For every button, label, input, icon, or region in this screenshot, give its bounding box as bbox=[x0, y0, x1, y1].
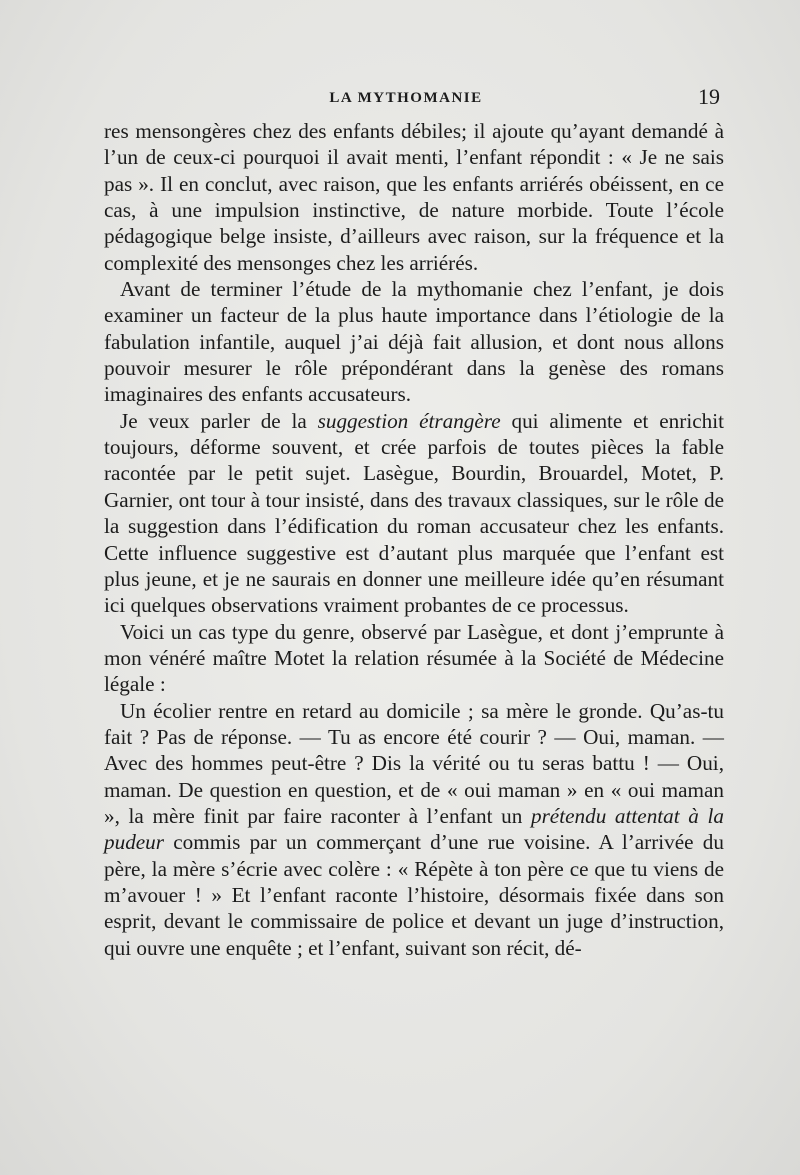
page-header bbox=[92, 84, 720, 114]
text-run: Avant de terminer l’étude de la mythomanie chez l’enfant, je dois examiner un facteur de la plus haute importance dans l’étiologie de la fabulation infantile, auquel j’ai déjà fait allusion, et dont nous allons pouvoir mesurer le rôle prépondérant dans la genèse des romans imaginaires des enfants accusateurs. bbox=[104, 277, 724, 407]
italic-run: suggestion étrangère bbox=[317, 408, 501, 433]
text-run: commis par un commerçant d’une rue voisine. A l’arrivée du père, la mère s’écrie avec colère : « Répète à ton père ce que tu viens de m’avouer ! » Et l’enfant raconte l’histoire, désormais fixée dans son esprit, devant le commissaire de police et devant un juge d’instruction, qui ouvre une enquête ; et l’enfant, suivant son récit, dé- bbox=[104, 830, 724, 960]
running-title: LA MYTHOMANIE bbox=[329, 90, 483, 106]
text-run: Je veux parler de la bbox=[120, 408, 318, 433]
page-number: 19 bbox=[698, 84, 720, 109]
paragraph-1 bbox=[104, 118, 724, 276]
text-run: qui alimente et enrichit toujours, déforme souvent, et crée parfois de toutes pièces la fable racontée par le petit sujet. Lasègue, Bourdin, Brouardel, Motet, P. Garnier, ont tour à tour insisté, dans des travaux classiques, sur le rôle de la suggestion dans l’édification du roman accusateur chez les enfants. Cette influence suggestive est d’autant plus marquée que l’enfant est plus jeune, et je ne saurais en donner une meilleure idée qu’en résumant ici quelques observations vraiment probantes de ce processus. bbox=[104, 408, 724, 618]
text-run: Voici un cas type du genre, observé par Lasègue, et dont j’emprunte à mon vénéré maître Motet la relation résumée à la Société de Médecine légale : bbox=[104, 619, 724, 697]
paragraph-2 bbox=[104, 276, 724, 408]
text-run: Un écolier rentre en retard au domicile ; sa mère le gronde. Qu’as-tu fait ? Pas de réponse. — Tu as encore été courir ? — Oui, maman. — Avec des hommes peut-être ? Dis la vérité ou tu seras battu ! — Oui, maman. De question en question, et de « oui maman » en « oui maman », la mère finit par faire raconter à l’enfant un bbox=[104, 698, 724, 828]
paragraph-4 bbox=[104, 619, 724, 698]
body-text bbox=[104, 118, 724, 961]
paragraph-3 bbox=[104, 408, 724, 619]
italic-run: prétendu attentat à la pudeur bbox=[104, 803, 725, 855]
paragraph-5 bbox=[104, 698, 724, 961]
text-run: res mensongères chez des enfants débiles; il ajoute qu’ayant demandé à l’un de ceux-ci pourquoi il avait menti, l’enfant répondit : « Je ne sais pas ». Il en conclut, avec raison, que les enfants arriérés obéissent, en ce cas, à une impulsion instinctive, de nature morbide. Toute l’école pédagogique belge insiste, d’ailleurs avec raison, sur la fréquence et la complexité des mensonges chez les arriérés. bbox=[104, 119, 724, 275]
